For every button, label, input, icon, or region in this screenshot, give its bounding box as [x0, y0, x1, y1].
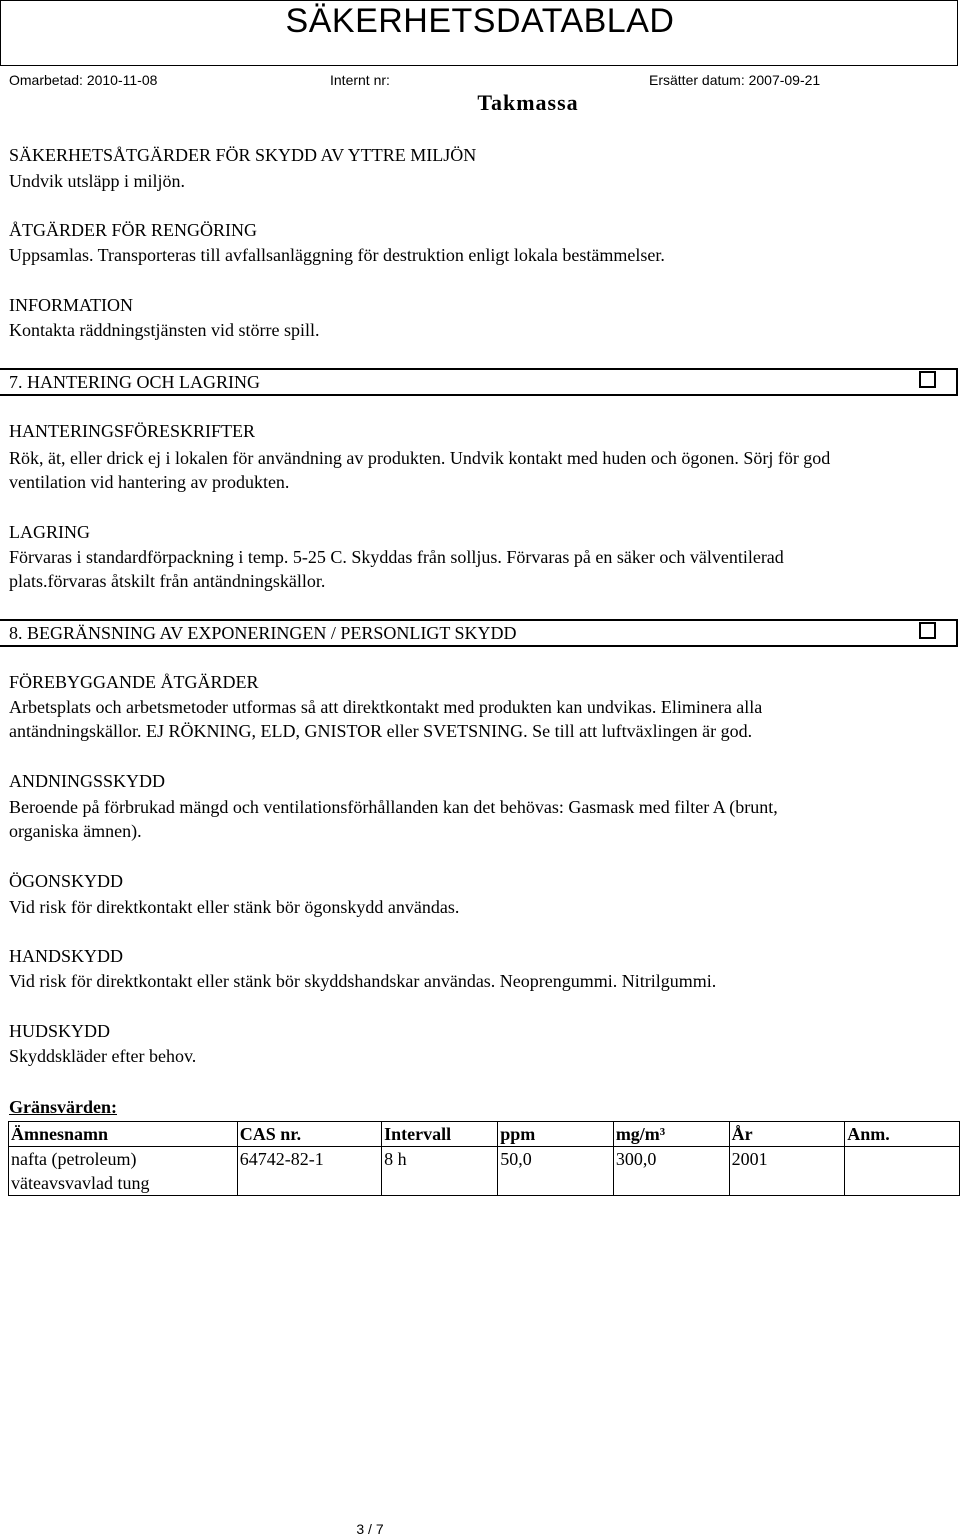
respiratory-text-line2: organiska ämnen).: [9, 821, 142, 841]
respiratory-text-line1: Beroende på förbrukad mängd och ventilationsförhållanden kan det behövas: Gasmask med filter A (brunt,: [9, 797, 778, 817]
preventive-heading: FÖREBYGGANDE ÅTGÄRDER: [9, 672, 259, 692]
info-heading: INFORMATION: [9, 295, 134, 315]
substance-line2: väteavsvavlad tung: [11, 1173, 150, 1193]
limits-table: [8, 1121, 960, 1196]
replaces-date: Ersätter datum: 2007-09-21: [649, 72, 821, 88]
hand-heading: HANDSKYDD: [9, 946, 124, 966]
limits-header-row: [9, 1122, 960, 1147]
handling-heading: HANTERINGSFÖRESKRIFTER: [9, 421, 256, 441]
product-name: Takmassa: [477, 90, 579, 115]
cleanup-text: Uppsamlas. Transporteras till avfallsanläggning för destruktion enligt lokala bestämmelser.: [9, 245, 665, 265]
skin-heading: HUDSKYDD: [9, 1021, 111, 1041]
substance-line1: nafta (petroleum): [11, 1149, 137, 1169]
storage-heading: LAGRING: [9, 522, 90, 542]
col-ppm: ppm: [498, 1122, 614, 1147]
hand-text: Vid risk för direktkontakt eller stänk bör skyddshandskar användas. Neoprengummi. Nitrilgummi.: [9, 971, 717, 991]
cell-mgm3: 300,0: [613, 1147, 729, 1196]
page-number: 3 / 7: [356, 1521, 384, 1537]
cell-interval: 8 h: [382, 1147, 498, 1196]
col-cas: CAS nr.: [237, 1122, 381, 1147]
preventive-text-line1: Arbetsplats och arbetsmetoder utformas så att direktkontakt med produkten kan undvikas. Eliminera alla: [9, 697, 763, 717]
section-8-title: 8. BEGRÄNSNING AV EXPONERINGEN / PERSONLIGT SKYDD: [9, 623, 517, 643]
respiratory-heading: ANDNINGSSKYDD: [9, 771, 166, 791]
section-7-title: 7. HANTERING OCH LAGRING: [9, 372, 260, 392]
section-7-bar: [0, 368, 958, 396]
handling-text-line2: ventilation vid hantering av produkten.: [9, 472, 290, 492]
section-8-bar: [0, 619, 958, 647]
document-title: SÄKERHETSDATABLAD: [285, 2, 675, 40]
internal-number: Internt nr:: [330, 72, 390, 88]
preventive-text-line2: antändningskällor. EJ RÖKNING, ELD, GNISTOR eller SVETSNING. Se till att luftväxlingen är god.: [9, 721, 753, 741]
storage-text-line2: plats.förvaras åtskilt från antändningskällor.: [9, 571, 326, 591]
info-text: Kontakta räddningstjänsten vid större spill.: [9, 320, 320, 340]
eye-text: Vid risk för direktkontakt eller stänk bör ögonskydd användas.: [9, 897, 460, 917]
skin-text: Skyddskläder efter behov.: [9, 1046, 197, 1066]
col-note: Anm.: [845, 1122, 960, 1147]
cell-year: 2001: [729, 1147, 845, 1196]
cell-ppm: 50,0: [498, 1147, 614, 1196]
section-8-checkbox: [919, 622, 936, 639]
cell-cas: 64742-82-1: [237, 1147, 381, 1196]
section-7-checkbox: [919, 371, 936, 388]
env-text: Undvik utsläpp i miljön.: [9, 171, 186, 191]
eye-heading: ÖGONSKYDD: [9, 871, 124, 891]
cell-substance: [9, 1147, 238, 1196]
limits-heading: Gränsvärden:: [9, 1097, 117, 1117]
storage-text-line1: Förvaras i standardförpackning i temp. 5-25 C. Skyddas från solljus. Förvaras på en säker och välventilerad: [9, 547, 784, 567]
env-heading: SÄKERHETSÅTGÄRDER FÖR SKYDD AV YTTRE MILJÖN: [9, 145, 477, 165]
handling-text-line1: Rök, ät, eller drick ej i lokalen för användning av produkten. Undvik kontakt med huden och ögonen. Sörj för god: [9, 448, 831, 468]
cleanup-heading: ÅTGÄRDER FÖR RENGÖRING: [9, 220, 258, 240]
col-year: År: [729, 1122, 845, 1147]
col-interval: Intervall: [382, 1122, 498, 1147]
cell-note: [845, 1147, 960, 1196]
table-row: [9, 1147, 960, 1196]
col-substance: Ämnesnamn: [9, 1122, 238, 1147]
col-mgm3: mg/m³: [613, 1122, 729, 1147]
revised-date: Omarbetad: 2010-11-08: [9, 72, 158, 88]
